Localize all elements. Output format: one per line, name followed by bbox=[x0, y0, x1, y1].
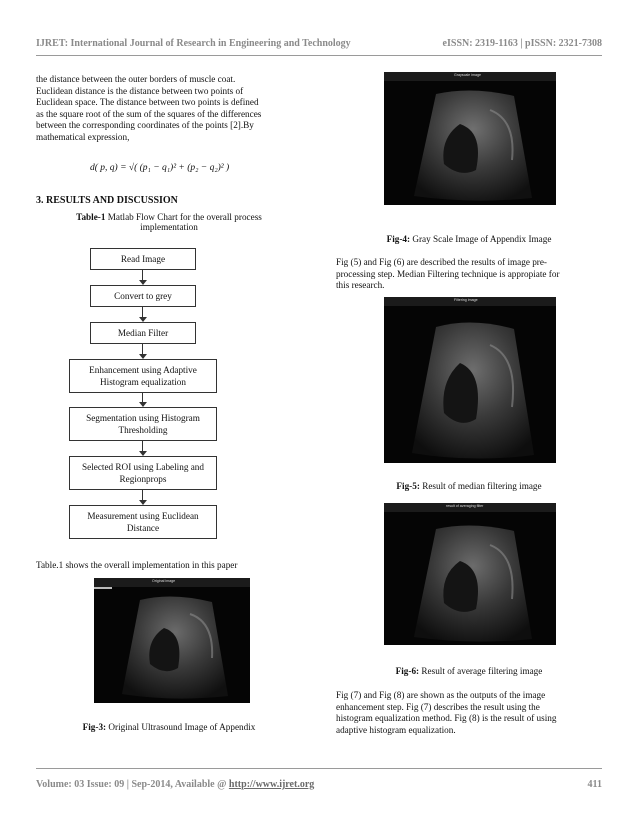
fig5-ultrasound-image bbox=[384, 297, 556, 463]
fig6-caption bbox=[336, 666, 602, 676]
fig4-ultrasound-image bbox=[384, 72, 556, 205]
intro-line: mathematical expression, bbox=[36, 131, 130, 142]
flow-step-convert-grey: Convert to grey bbox=[90, 285, 196, 307]
flow-connector bbox=[142, 490, 143, 500]
flow-step-measurement: Measurement using Euclidean Distance bbox=[69, 505, 217, 539]
image-title: Grayscale image bbox=[454, 73, 481, 77]
journal-issn: eISSN: 2319-1163 | pISSN: 2321-7308 bbox=[442, 38, 602, 49]
fig3-caption-label: Fig-3: bbox=[82, 722, 107, 732]
ultrasound-scan-graphic bbox=[384, 72, 556, 205]
intro-paragraph bbox=[36, 74, 302, 144]
table-caption-text-2: implementation bbox=[140, 222, 198, 232]
flow-step-enhancement: Enhancement using Adaptive Histogram equalization bbox=[69, 359, 217, 393]
flow-connector bbox=[142, 344, 143, 354]
header-rule bbox=[36, 55, 602, 56]
fig4-caption bbox=[336, 234, 602, 244]
euclidean-formula: d( p, q) = √( (p₁ − q₁)² + (p₂ − q₂)² ) bbox=[90, 163, 230, 173]
section-title: 3. RESULTS AND DISCUSSION bbox=[36, 195, 178, 206]
fig3-caption-text: Original Ultrasound Image of Appendix bbox=[106, 722, 256, 732]
table-caption bbox=[36, 212, 302, 232]
fig3-ultrasound-image bbox=[94, 578, 250, 703]
fig5-caption-label: Fig-5: bbox=[396, 481, 420, 491]
fig3-caption bbox=[36, 722, 302, 732]
ultrasound-scan-graphic bbox=[384, 503, 556, 645]
footer-rule bbox=[36, 768, 602, 769]
fig6-caption-text: Result of average filtering image bbox=[419, 666, 543, 676]
results-paragraph-1 bbox=[336, 257, 602, 292]
flow-connector bbox=[142, 270, 143, 280]
intro-line: as the square root of the sum of the squares of the differences bbox=[36, 108, 262, 119]
intro-line: between the corresponding coordinates of the points [2].By bbox=[36, 120, 254, 131]
fig4-caption-text: Gray Scale Image of Appendix Image bbox=[410, 234, 552, 244]
para-line: this research. bbox=[336, 280, 385, 291]
table-note: Table.1 shows the overall implementation in this paper bbox=[36, 560, 238, 570]
para-line: histogram equalization method. Fig (8) is the result of using bbox=[336, 713, 557, 724]
intro-line: Euclidean distance is the distance between two points of bbox=[36, 85, 244, 96]
fig4-caption-label: Fig-4: bbox=[386, 234, 411, 244]
fig6-caption-label: Fig-6: bbox=[395, 666, 420, 676]
ultrasound-scan-graphic bbox=[384, 297, 556, 463]
flow-step-roi: Selected ROI using Labeling and Regionprops bbox=[69, 456, 217, 490]
flow-step-median-filter: Median Filter bbox=[90, 322, 196, 344]
intro-line: the distance between the outer borders of muscle coat. bbox=[36, 74, 236, 84]
table-caption-label: Table-1 bbox=[76, 212, 106, 222]
para-line: adaptive histogram equalization. bbox=[336, 724, 456, 735]
image-title: result of averaging filter bbox=[446, 504, 484, 508]
fig6-ultrasound-image bbox=[384, 503, 556, 645]
footer-volume bbox=[36, 779, 314, 790]
flow-step-read-image: Read Image bbox=[90, 248, 196, 270]
fig5-caption-text: Result of median filtering image bbox=[419, 481, 542, 491]
image-title: Filtering image bbox=[454, 298, 478, 302]
image-title: Original image bbox=[152, 579, 176, 583]
para-line: Fig (7) and Fig (8) are shown as the outputs of the image bbox=[336, 690, 546, 700]
para-line: processing step. Median Filtering technique is appropiate for bbox=[336, 268, 560, 279]
flow-connector bbox=[142, 441, 143, 451]
para-line: enhancement step. Fig (7) describes the result using the bbox=[336, 701, 540, 712]
page-number: 411 bbox=[587, 779, 602, 790]
flow-step-segmentation: Segmentation using Histogram Thresholding bbox=[69, 407, 217, 441]
results-paragraph-2 bbox=[336, 690, 602, 736]
flow-connector bbox=[142, 393, 143, 402]
flow-connector bbox=[142, 307, 143, 317]
para-line: Fig (5) and Fig (6) are described the results of image pre- bbox=[336, 257, 547, 267]
fig5-caption bbox=[336, 481, 602, 491]
ultrasound-scan-graphic bbox=[94, 578, 250, 703]
footer-volume-text: Volume: 03 Issue: 09 | Sep-2014, Available @ bbox=[36, 779, 229, 790]
journal-link[interactable]: http://www.ijret.org bbox=[228, 779, 315, 790]
journal-title: IJRET: International Journal of Research in Engineering and Technology bbox=[36, 38, 351, 49]
table-caption-text: Matlab Flow Chart for the overall process bbox=[105, 212, 262, 222]
intro-line: Euclidean space. The distance between two points is defined bbox=[36, 97, 259, 108]
